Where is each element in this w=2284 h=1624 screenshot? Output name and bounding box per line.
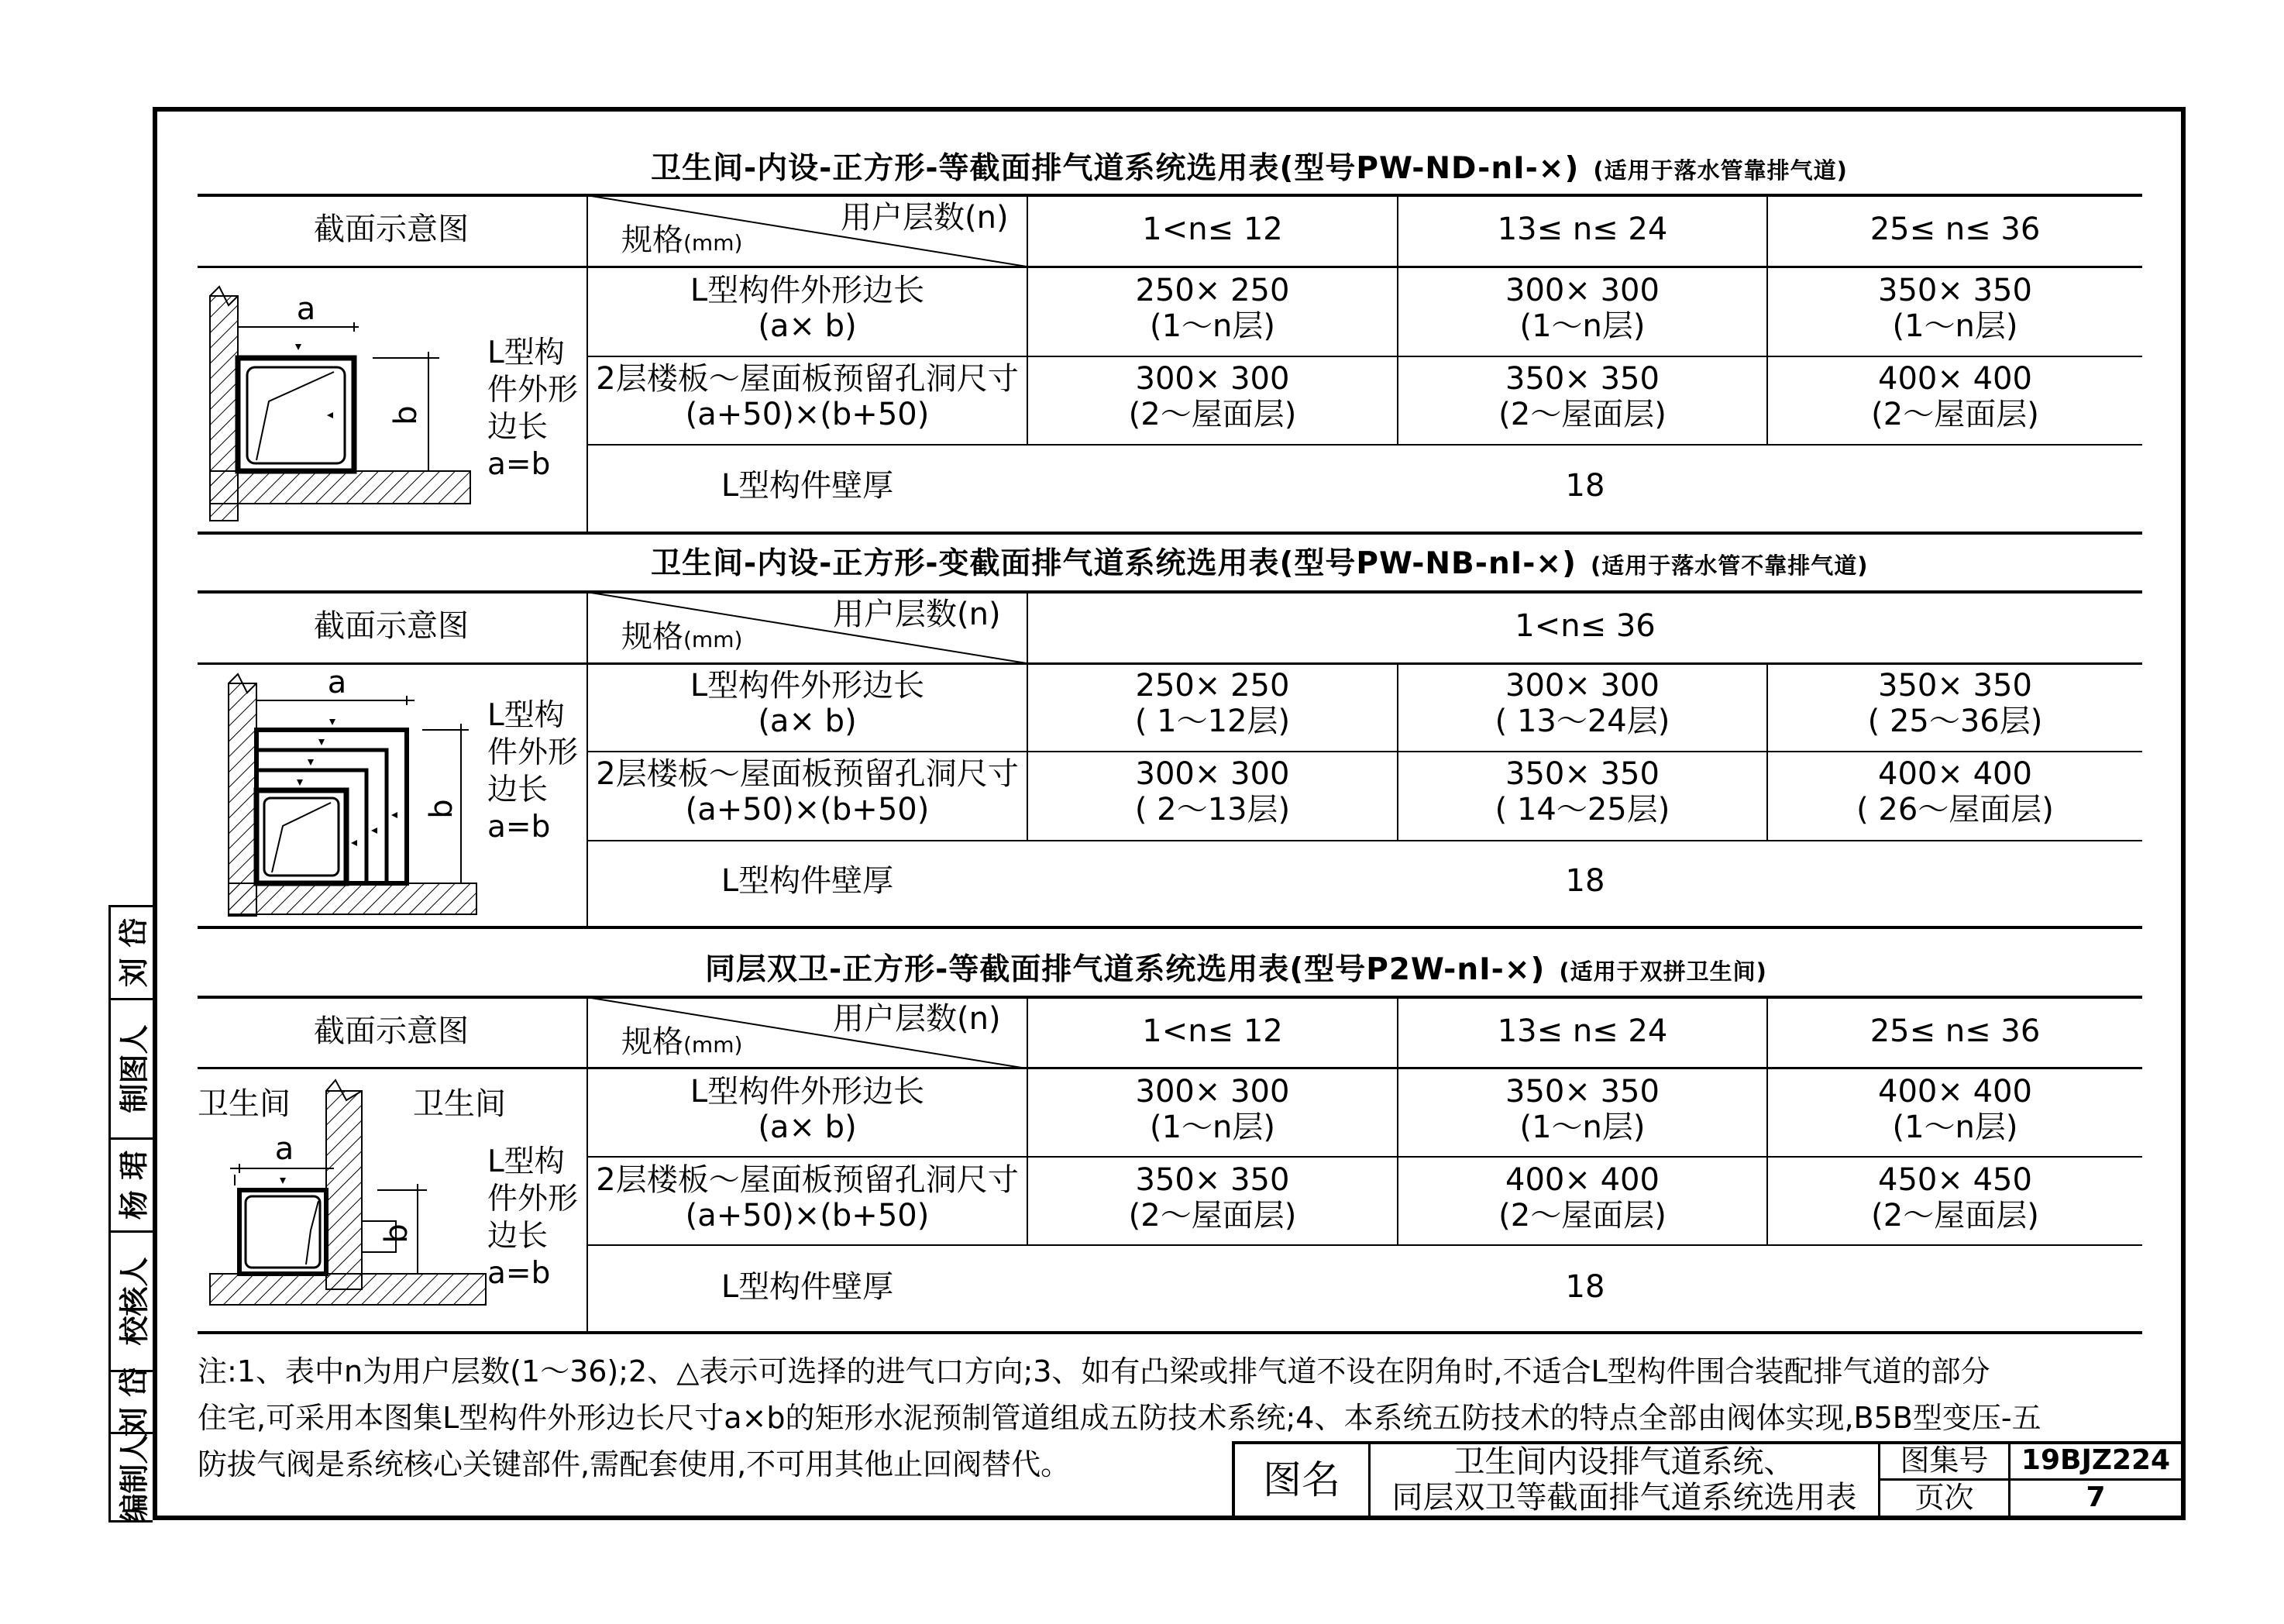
title-line: 卫生间内设排气道系统、	[1453, 1444, 1795, 1480]
label-line: 件外形	[487, 373, 579, 408]
table3-col-section: 截面示意图	[314, 1013, 469, 1049]
atlas-value: 19BJZ224	[2021, 1444, 2171, 1476]
cell-value: 450× 450	[1878, 1162, 2032, 1198]
cell-value: 250× 250	[1135, 273, 1290, 308]
table1-range: 13≤ n≤ 24	[1497, 212, 1668, 247]
table1-col-spec	[621, 222, 742, 258]
cell-sub: (1～n层)	[1519, 308, 1646, 344]
table2-col-section: 截面示意图	[314, 608, 469, 644]
rule	[586, 840, 2142, 841]
sign-cell	[111, 1140, 153, 1233]
cell-sub: (1～n层)	[1892, 308, 2018, 344]
label-line: 边长	[487, 1219, 549, 1254]
table1-row-outer	[588, 273, 1027, 344]
table2-cell	[1768, 668, 2142, 739]
table3-cell	[1768, 1074, 2142, 1145]
table3-range: 1<n≤ 12	[1142, 1013, 1283, 1049]
row-sub: (a+50)×(b+50)	[685, 792, 930, 827]
table3-sketch-label	[487, 1144, 578, 1292]
sign-text: 制图人	[117, 1024, 152, 1113]
table3-cell	[1028, 1074, 1397, 1145]
cell-value: 400× 400	[1878, 756, 2032, 792]
cell-sub: (2～屋面层)	[1498, 397, 1667, 432]
table3-title	[705, 945, 1767, 989]
table2-cell	[1398, 756, 1766, 827]
atlas-label: 图集号	[1900, 1443, 1989, 1478]
cell-sub: (2～屋面层)	[1498, 1198, 1667, 1233]
cell-value: 350× 350	[1878, 668, 2032, 704]
room-right-label: 卫生间	[413, 1086, 506, 1122]
note-line: 住宅,可采用本图集L型构件外形边长尺寸a×b的矩形水泥预制管道组成五防技术系统;4、本系统五防技术的特点全部由阀体实现,B5B型变压-五	[198, 1401, 2041, 1435]
sign-cell	[111, 1367, 153, 1437]
row-label: L型构件外形边长	[690, 273, 925, 308]
sign-cell	[111, 1233, 153, 1372]
cell-sub: ( 25～36层)	[1867, 704, 2043, 739]
table1-cell	[1398, 273, 1766, 344]
table2-sketch-label	[487, 697, 578, 846]
signature-strip	[108, 905, 153, 1522]
cell-sub: (2～屋面层)	[1871, 397, 2039, 432]
cell-sub: ( 1～12层)	[1134, 704, 1291, 739]
table1-range: 25≤ n≤ 36	[1870, 212, 2041, 247]
rule	[198, 194, 2142, 197]
row-label: 2层楼板～屋面板预留孔洞尺寸	[596, 361, 1019, 397]
table1-cell	[1028, 361, 1397, 432]
dim-b-label: b	[424, 799, 459, 819]
cell-sub: ( 2～13层)	[1134, 792, 1291, 827]
table2-cell	[1768, 756, 2142, 827]
sign-cell	[111, 1000, 153, 1140]
cell-value: 300× 300	[1135, 756, 1290, 792]
table2-col-users: 用户层数(n)	[833, 597, 1001, 632]
row-label: L型构件外形边长	[690, 1074, 925, 1110]
label-line: a=b	[487, 810, 551, 845]
row-label: 2层楼板～屋面板预留孔洞尺寸	[596, 1162, 1019, 1198]
dim-b-label: b	[379, 1223, 414, 1244]
cell-sub: (1～n层)	[1149, 308, 1275, 344]
label-line: 边长	[487, 772, 549, 807]
cell-value: 300× 300	[1505, 668, 1660, 704]
rule	[586, 1244, 2142, 1246]
table2-title	[651, 539, 1868, 583]
table3-range: 13≤ n≤ 24	[1497, 1013, 1668, 1049]
rule	[198, 1331, 2142, 1334]
dim-a-label: a	[296, 291, 316, 327]
table3-range: 25≤ n≤ 36	[1870, 1013, 2041, 1049]
table3-row-outer	[588, 1074, 1027, 1145]
label-line: L型构	[487, 1144, 565, 1179]
spec-label: 规格	[621, 1024, 683, 1060]
sign-cell	[111, 1434, 153, 1522]
label-line: a=b	[487, 447, 551, 482]
spec-label: 规格	[621, 222, 683, 258]
table3-row-hole	[588, 1162, 1027, 1233]
title-name	[1371, 1444, 1878, 1516]
table3-wall-value: 18	[1565, 1269, 1605, 1305]
cell-value: 300× 300	[1505, 273, 1660, 308]
cell-sub: ( 26～屋面层)	[1856, 792, 2054, 827]
dim-a-label: a	[274, 1131, 294, 1167]
cell-value: 350× 350	[1505, 1074, 1660, 1110]
table2-row-wall: L型构件壁厚	[721, 863, 894, 899]
row-sub: (a× b)	[758, 308, 857, 344]
table3-cell	[1398, 1074, 1766, 1145]
title-name-label: 图名	[1263, 1457, 1340, 1502]
row-sub: (a+50)×(b+50)	[685, 1198, 930, 1233]
table3-col-users: 用户层数(n)	[833, 1001, 1001, 1037]
table3-note: (适用于双拼卫生间)	[1559, 958, 1767, 985]
rule	[586, 751, 2142, 752]
rule	[586, 1156, 2142, 1158]
table2-note: (适用于落水管不靠排气道)	[1590, 552, 1869, 579]
cell-sub: (2～屋面层)	[1128, 1198, 1297, 1233]
cell-value: 300× 300	[1135, 361, 1290, 397]
cell-sub: ( 14～25层)	[1495, 792, 1670, 827]
rule	[586, 444, 2142, 446]
rule	[198, 590, 2142, 594]
rule	[586, 356, 2142, 357]
dim-a-label: a	[327, 665, 347, 700]
label-line: 件外形	[487, 1182, 579, 1216]
table1-row-hole	[588, 361, 1027, 432]
table1-sketch-label	[487, 335, 578, 483]
cell-value: 400× 400	[1505, 1162, 1660, 1198]
table3-cell	[1028, 1162, 1397, 1233]
row-label: 2层楼板～屋面板预留孔洞尺寸	[596, 756, 1019, 792]
table3-cell	[1768, 1162, 2142, 1233]
row-sub: (a× b)	[758, 704, 857, 739]
table3-row-wall: L型构件壁厚	[721, 1269, 894, 1305]
room-left-label: 卫生间	[198, 1086, 291, 1122]
note-line: 注:1、表中n为用户层数(1～36);2、△表示可选择的进气口方向;3、如有凸梁或排气道不设在阴角时,不适合L型构件围合装配排气道的部分	[198, 1354, 1990, 1388]
cell-sub: (1～n层)	[1149, 1110, 1275, 1145]
table2-row-hole	[588, 756, 1027, 827]
cell-value: 250× 250	[1135, 668, 1290, 704]
table1-cell	[1028, 273, 1397, 344]
label-line: L型构	[487, 335, 565, 370]
page-value: 7	[2086, 1481, 2106, 1513]
dim-b-label: b	[388, 405, 424, 425]
cell-value: 350× 350	[1135, 1162, 1290, 1198]
row-sub: (a× b)	[758, 1110, 857, 1145]
sign-cell	[111, 907, 153, 1000]
cell-sub: (2～屋面层)	[1128, 397, 1297, 432]
cell-value: 350× 350	[1505, 361, 1660, 397]
spec-unit: (mm)	[683, 1032, 743, 1058]
table2-title-text: 卫生间-内设-正方形-变截面排气道系统选用表(型号PW-NB-nⅠ-×)	[651, 546, 1577, 581]
cell-value: 350× 350	[1505, 756, 1660, 792]
table1-cell	[1768, 361, 2142, 432]
table2-col-spec	[621, 619, 742, 655]
table1-row-wall: L型构件壁厚	[721, 468, 894, 504]
title-line: 同层双卫等截面排气道系统选用表	[1391, 1480, 1857, 1516]
table2-row-outer	[588, 668, 1027, 739]
table1-cell	[1398, 361, 1766, 432]
spec-unit: (mm)	[683, 230, 743, 256]
table2-cell	[1028, 668, 1397, 739]
cell-value: 400× 400	[1878, 361, 2032, 397]
label-line: 边长	[487, 410, 549, 445]
row-label: L型构件外形边长	[690, 668, 925, 704]
cell-sub: (2～屋面层)	[1871, 1198, 2039, 1233]
cell-sub: (1～n层)	[1892, 1110, 2018, 1145]
cell-value: 350× 350	[1878, 273, 2032, 308]
sign-text: 刘 岱	[117, 1367, 152, 1437]
sign-text: 杨 珺	[117, 1150, 152, 1220]
table1-range: 1<n≤ 12	[1142, 212, 1283, 247]
cell-sub: ( 13～24层)	[1495, 704, 1670, 739]
table3-cell	[1398, 1162, 1766, 1233]
table1-wall-value: 18	[1565, 468, 1605, 504]
sign-text: 编制人	[117, 1433, 152, 1523]
table1-title	[651, 144, 1848, 188]
rule	[198, 532, 2142, 535]
table1-note: (适用于落水管靠排气道)	[1593, 157, 1848, 184]
table3-col-spec	[621, 1024, 742, 1060]
row-sub: (a+50)×(b+50)	[685, 397, 930, 432]
table2-wall-value: 18	[1565, 863, 1605, 899]
spec-label: 规格	[621, 619, 683, 655]
sign-text: 校核人	[117, 1257, 152, 1346]
table1-col-users: 用户层数(n)	[841, 200, 1009, 236]
table1-cell	[1768, 273, 2142, 344]
rule	[198, 996, 2142, 999]
cell-value: 300× 300	[1135, 1074, 1290, 1110]
cell-value: 400× 400	[1878, 1074, 2032, 1110]
table1-title-text: 卫生间-内设-正方形-等截面排气道系统选用表(型号PW-ND-nⅠ-×)	[651, 151, 1580, 186]
table3-title-text: 同层双卫-正方形-等截面排气道系统选用表(型号P2W-nⅠ-×)	[705, 952, 1546, 987]
cell-sub: (1～n层)	[1519, 1110, 1646, 1145]
label-line: L型构	[487, 698, 565, 733]
page-label: 页次	[1914, 1481, 1974, 1515]
label-line: a=b	[487, 1256, 551, 1291]
table2-cell	[1028, 756, 1397, 827]
spec-unit: (mm)	[683, 627, 743, 652]
table2-cell	[1398, 668, 1766, 739]
sign-text: 刘 岱	[117, 917, 152, 988]
note-line: 防拔气阀是系统核心关键部件,需配套使用,不可用其他止回阀替代。	[198, 1447, 1071, 1481]
table2-range: 1<n≤ 36	[1515, 608, 1656, 644]
table1-col-section: 截面示意图	[314, 212, 469, 247]
label-line: 件外形	[487, 735, 579, 770]
